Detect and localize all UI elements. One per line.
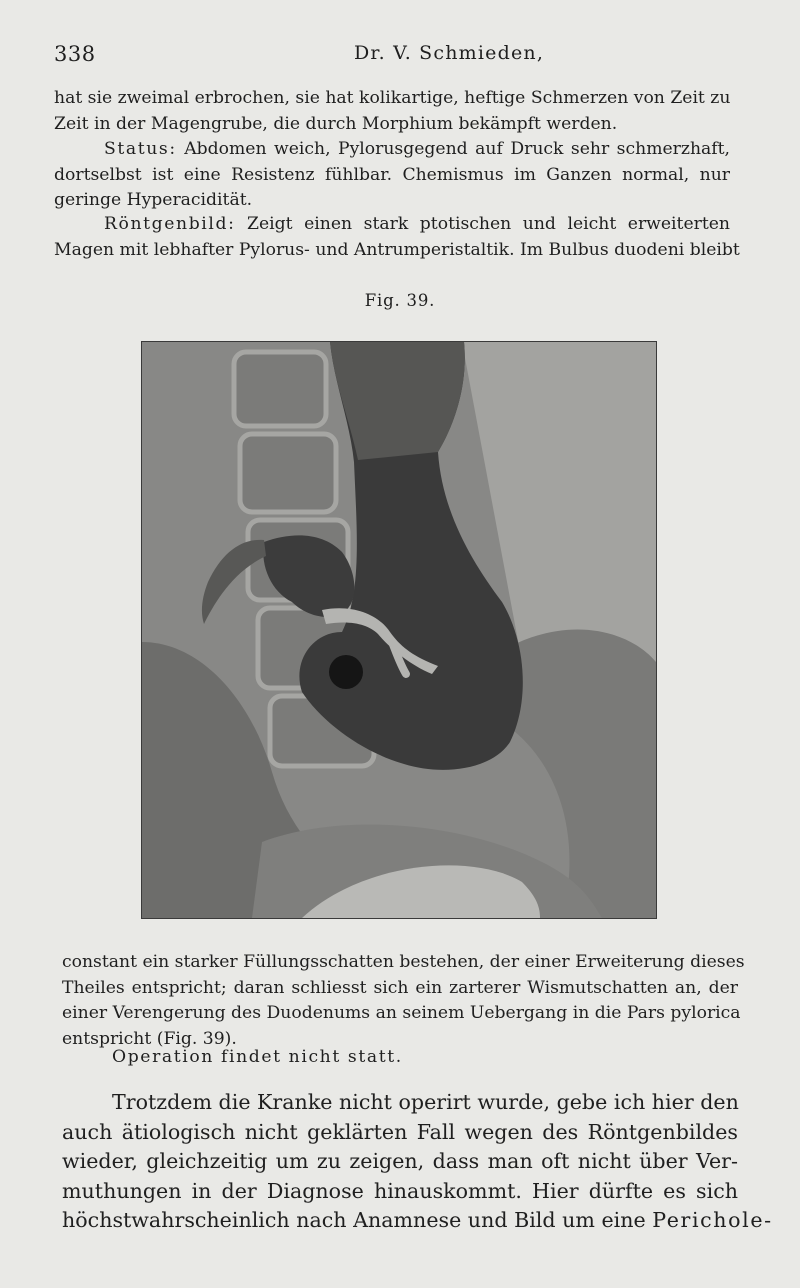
text-line: auch ätiologisch nicht geklärten Fall wegen des Röntgenbildes [62, 1119, 738, 1144]
dark-spot [329, 655, 363, 689]
text-line: Trotzdem die Kranke nicht operirt wurde, gebe ich hier den [112, 1090, 739, 1114]
status-label: Status: [104, 139, 177, 159]
figure-caption: Fig. 39. [364, 291, 436, 310]
text-line: Theiles entspricht; daran schliesst sich ein zarterer Wismutschatten an, der [62, 977, 738, 998]
text-line: constant ein starker Füllungsschatten bestehen, der einer Erweiterung dieses [62, 952, 745, 972]
text-line: Magen mit lebhafter Pylorus- und Antrumperistaltik. Im Bulbus duodeni bleibt [54, 239, 740, 260]
text-line: muthungen in der Diagnose hinauskommt. Hier dürfte es sich [62, 1178, 738, 1203]
operation-line: Operation findet nicht statt. [112, 1047, 403, 1067]
xray-illustration [142, 342, 656, 918]
page-number: 338 [54, 42, 96, 66]
text-line: dortselbst ist eine Resistenz fühlbar. Chemismus im Ganzen normal, nur [54, 164, 730, 185]
text-line [54, 212, 730, 238]
text-line-start: höchstwahrscheinlich nach Anamnese und Bild um eine [62, 1208, 653, 1232]
vertebra [240, 434, 336, 512]
roentgen-text: Zeigt einen stark ptotischen und leicht erweiterten [235, 214, 730, 234]
operation-paragraph [112, 1045, 712, 1071]
text-line-spaced: Pericholе- [652, 1208, 773, 1232]
status-paragraph [54, 137, 730, 214]
after-figure-paragraph [62, 950, 745, 1052]
roentgen-paragraph [54, 212, 740, 263]
text-line [62, 1206, 773, 1236]
text-line: entspricht (Fig. 39). [62, 1028, 237, 1049]
text-line: geringe Hyperacidität. [54, 190, 253, 210]
roentgen-label: Röntgenbild: [104, 214, 236, 234]
text-line: einer Verengerung des Duodenums an seinem Uebergang in die Pars pylorica [62, 1003, 741, 1023]
page-header [54, 38, 734, 70]
conclusion-paragraph [62, 1088, 773, 1236]
text-line: wieder, gleichzeitig um zu zeigen, dass man oft nicht über Ver- [62, 1149, 738, 1173]
text-line: Zeit in der Magengrube, die durch Morphium bekämpft werden. [54, 113, 618, 134]
intro-paragraph [54, 86, 730, 137]
text-line: hat sie zweimal erbrochen, sie hat kolikartige, heftige Schmerzen von Zeit zu [54, 88, 731, 108]
xray-figure [141, 341, 657, 919]
vertebra [234, 352, 326, 426]
text-line [54, 137, 730, 163]
running-head: Dr. V. Schmieden, [354, 42, 545, 64]
status-text: Abdomen weich, Pylorusgegend auf Druck sehr schmerzhaft, [176, 139, 730, 159]
